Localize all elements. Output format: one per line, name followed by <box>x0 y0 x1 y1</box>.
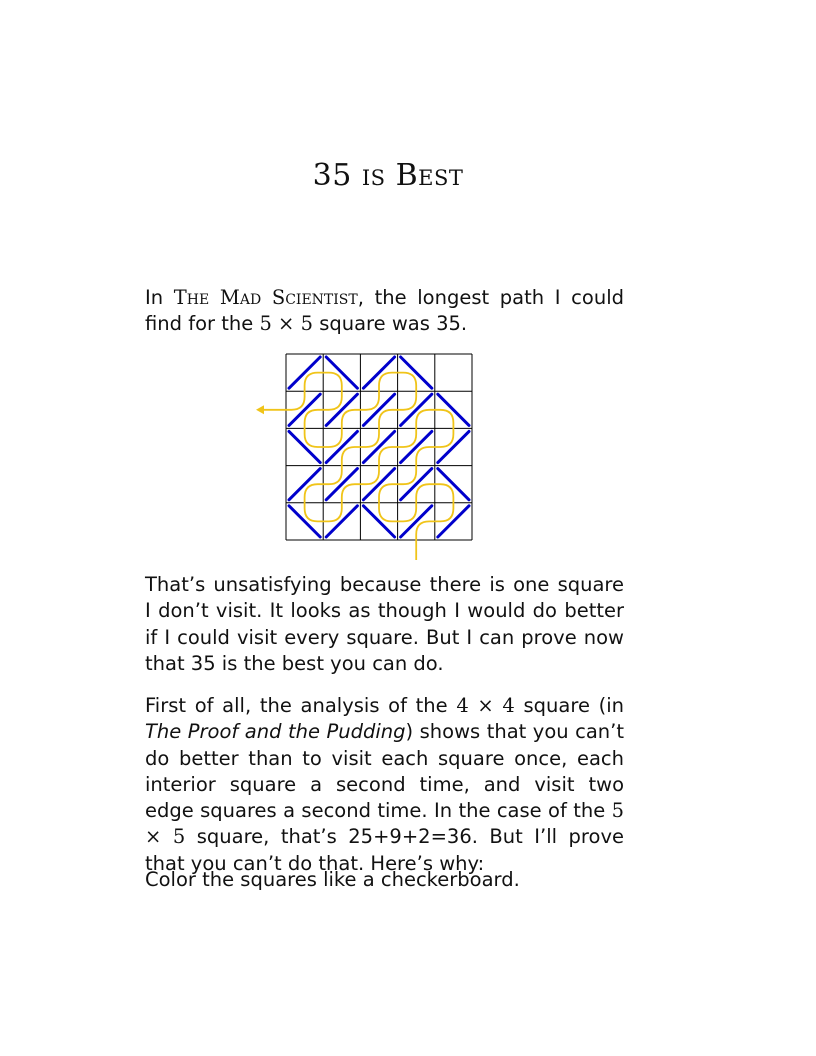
page-title: 35 is Best <box>312 158 464 193</box>
text-run: In <box>145 286 174 309</box>
text-run: square, that’s 25+9+2=36. But I’ll prove that you can’t do that. Here’s why: <box>145 825 624 875</box>
math-5x5: 5 × 5 <box>145 799 624 849</box>
text-run: ) shows that you can’t do better than to visit each square once, each interior square a second time, and visit two edge squares a second time. In the case of the <box>145 720 625 823</box>
math-5x5: 5 × 5 <box>259 312 313 336</box>
book-title-proof-pudding: The Proof and the Pudding <box>145 720 406 744</box>
paragraph-checkerboard: Color the squares like a checkerboard. <box>145 868 520 891</box>
paragraph-unsatisfying: That’s unsatisfying because there is one square I don’t visit. It looks as though I would do better if I could visit every square. But I can prove now that 35 is the best you can do. <box>145 573 624 675</box>
mirror-grid-figure <box>250 345 490 565</box>
book-title-mad-scientist: The Mad Scientist <box>173 286 358 309</box>
text-run: square was 35. <box>313 312 468 336</box>
arrow-icon <box>256 405 264 414</box>
intro-paragraph <box>145 285 624 338</box>
math-4x4: 4 × 4 <box>456 694 515 717</box>
text-run: First of all, the analysis of the <box>145 694 457 717</box>
paragraph-analysis <box>145 693 624 877</box>
text-run: square (in <box>514 694 624 717</box>
text-run: , the longest path I could find for the <box>145 286 624 336</box>
